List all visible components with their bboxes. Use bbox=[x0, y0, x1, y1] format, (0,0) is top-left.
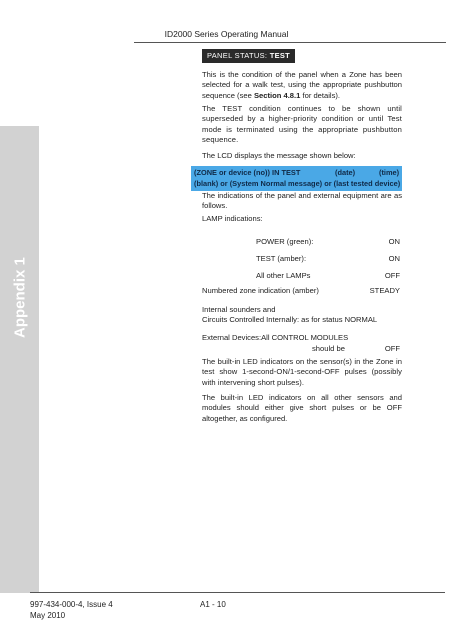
lamp-heading: LAMP indications: bbox=[202, 214, 263, 223]
lamp-test-state: ON bbox=[388, 254, 400, 263]
intro-paragraph bbox=[202, 70, 402, 101]
lamp-other-label: All other LAMPs bbox=[256, 271, 311, 280]
sounders-line-1: Internal sounders and bbox=[202, 305, 276, 314]
lcd-time-text: (time) bbox=[379, 168, 400, 177]
external-devices-state: OFF bbox=[384, 344, 400, 353]
footer-divider bbox=[30, 592, 445, 593]
zone-indication-state: STEADY bbox=[369, 286, 400, 295]
lamp-power-label: POWER (green): bbox=[256, 237, 314, 246]
external-devices-line-2: should be bbox=[312, 344, 345, 353]
section-reference: Section 4.8.1 bbox=[253, 90, 301, 100]
lamp-test-label: TEST (amber): bbox=[256, 254, 307, 263]
intro-text-b: for details). bbox=[300, 90, 341, 100]
sounders-line-2: Circuits Controlled Internally: as for status NORMAL bbox=[202, 315, 378, 324]
lcd-date-text: (date) bbox=[335, 168, 356, 177]
lcd-intro-text: The LCD displays the message shown below: bbox=[202, 151, 356, 160]
lcd-zone-text: (ZONE or device (no)) IN TEST bbox=[194, 168, 301, 177]
footer-page-number: A1 - 10 bbox=[200, 600, 226, 609]
external-devices-line-1: External Devices:All CONTROL MODULES bbox=[202, 333, 349, 342]
lamp-other-state: OFF bbox=[384, 271, 400, 280]
intro-text-a: This is the condition of the panel when a Zone has been selected for a walk test, using the appropriate pushbutton sequence (see bbox=[202, 70, 402, 100]
sidebar-label bbox=[12, 306, 29, 338]
appendix-sidebar bbox=[0, 126, 39, 593]
lamp-power-state: ON bbox=[388, 237, 400, 246]
status-value: TEST bbox=[269, 51, 291, 60]
led-zone-paragraph: The built-in LED indicators on the sensor(s) in the Zone in test show 1-second-ON/1-second-OFF pulses (possibly with intervening short pulses). bbox=[202, 357, 402, 387]
footer-date: May 2010 bbox=[30, 611, 66, 620]
panel-status-box bbox=[202, 49, 295, 63]
status-prefix: PANEL STATUS: bbox=[207, 51, 270, 60]
lcd-line-2: (blank) or (System Normal message) or (last tested device) bbox=[194, 179, 401, 188]
led-other-paragraph: The built-in LED indicators on all other sensors and modules should either give short pulses or be OFF altogether, as configured. bbox=[202, 393, 402, 423]
header-title: ID2000 Series Operating Manual bbox=[164, 29, 289, 39]
header-divider bbox=[134, 42, 446, 43]
indications-intro: The indications of the panel and external equipment are as follows. bbox=[202, 191, 402, 211]
test-condition-paragraph: The TEST condition continues to be shown until superseded by a higher-priority condition or until Test mode is terminated using the appropriate pushbutton sequence. bbox=[202, 104, 402, 144]
footer-doc-number: 997-434-000-4, Issue 4 bbox=[30, 600, 113, 609]
zone-indication-label: Numbered zone indication (amber) bbox=[202, 286, 319, 295]
